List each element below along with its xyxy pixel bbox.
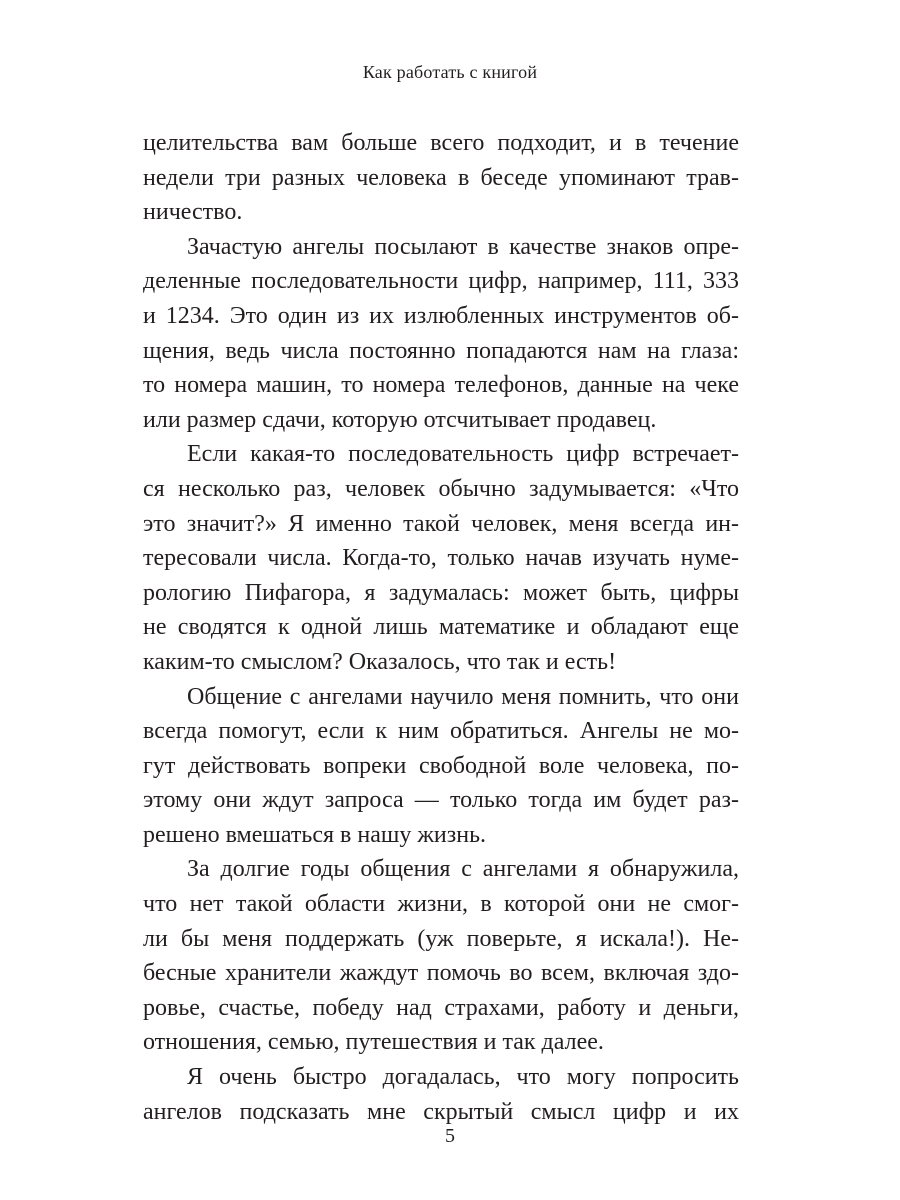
text-line: то номера машин, то номера телефонов, данные на чеке bbox=[143, 372, 739, 399]
text-line: щения, ведь числа постоянно попадаются нам на глаза: bbox=[143, 337, 739, 364]
paragraph bbox=[143, 852, 739, 1060]
body-text bbox=[143, 126, 739, 1129]
paragraph bbox=[143, 1060, 739, 1129]
text-line: ся несколько раз, человек обычно задумывается: «Что bbox=[143, 475, 739, 502]
text-line: тересовали числа. Когда-то, только начав изучать нуме- bbox=[143, 545, 739, 572]
text-line: целительства вам больше всего подходит, и в течение bbox=[143, 130, 739, 156]
text-line: ангелов подсказать мне скрытый смысл цифр и их bbox=[143, 1098, 739, 1125]
text-line: ровье, счастье, победу над страхами, работу и деньги, bbox=[143, 994, 739, 1021]
page-number: 5 bbox=[445, 1125, 455, 1147]
text-line: и 1234. Это один из их излюбленных инструментов об- bbox=[143, 302, 739, 329]
text-line: Если какая-то последовательность цифр встречает- bbox=[187, 441, 739, 468]
text-line: Зачастую ангелы посылают в качестве знаков опре- bbox=[187, 233, 739, 260]
text-line: этому они ждут запроса — только тогда им будет раз- bbox=[143, 787, 739, 814]
text-line: Общение с ангелами научило меня помнить, что они bbox=[187, 683, 739, 710]
text-line: или размер сдачи, которую отсчитывает продавец. bbox=[143, 406, 657, 433]
text-line: каким-то смыслом? Оказалось, что так и есть! bbox=[143, 648, 617, 675]
text-line: решено вмешаться в нашу жизнь. bbox=[143, 821, 487, 848]
text-line: За долгие годы общения с ангелами я обнаружила, bbox=[187, 856, 739, 883]
running-head: Как работать с книгой bbox=[362, 62, 538, 82]
text-line: гут действовать вопреки свободной воле человека, по- bbox=[143, 752, 739, 779]
paragraph bbox=[143, 126, 739, 230]
paragraph bbox=[143, 230, 739, 438]
paragraph bbox=[143, 680, 739, 853]
text-line: деленные последовательности цифр, например, 111, 333 bbox=[143, 268, 739, 295]
text-line: что нет такой области жизни, в которой они не смог- bbox=[143, 891, 739, 918]
text-line: ничество. bbox=[143, 199, 243, 226]
text-line: бесные хранители жаждут помочь во всем, включая здо- bbox=[143, 960, 739, 987]
paragraph bbox=[143, 437, 739, 679]
text-line: всегда помогут, если к ним обратиться. Ангелы не мо- bbox=[143, 718, 739, 745]
text-line: недели три разных человека в беседе упоминают трав- bbox=[143, 164, 739, 191]
text-line: ли бы меня поддержать (уж поверьте, я искала!). Не- bbox=[143, 925, 739, 952]
text-line: рологию Пифагора, я задумалась: может быть, цифры bbox=[143, 579, 739, 606]
text-line: Я очень быстро догадалась, что могу попросить bbox=[187, 1064, 739, 1091]
text-line: не сводятся к одной лишь математике и обладают еще bbox=[143, 614, 739, 641]
text-line: это значит?» Я именно такой человек, меня всегда ин- bbox=[143, 510, 739, 537]
text-line: отношения, семью, путешествия и так далее. bbox=[143, 1029, 604, 1056]
